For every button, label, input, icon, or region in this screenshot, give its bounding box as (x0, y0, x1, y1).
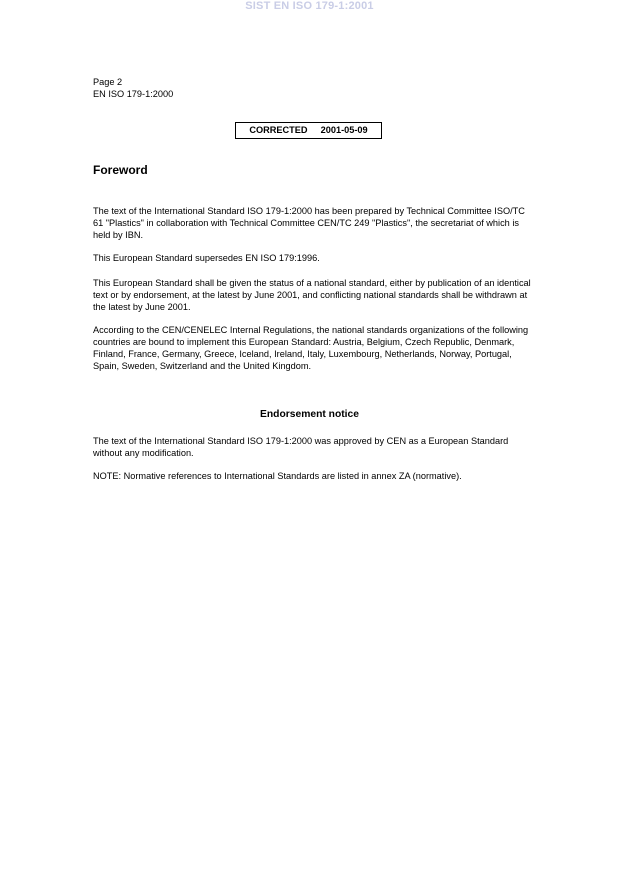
foreword-heading: Foreword (93, 163, 148, 177)
corrected-stamp: CORRECTED 2001-05-09 (235, 122, 382, 139)
foreword-paragraph-3: This European Standard shall be given the status of a national standard, either by publication of an identical text or by endorsement, at the latest by June 2001, and conflicting national standards shall be withdrawn at the latest by June 2001. (93, 278, 531, 312)
page-number: Page 2 (93, 77, 123, 87)
foreword-paragraph-4: According to the CEN/CENELEC Internal Regulations, the national standards organizations of the following countries are bound to implement this European Standard: Austria, Belgium, Czech Republic, Denmark, Finland, France, Germany, Greece, Iceland, Ireland, Italy, Luxembourg, Netherlands, Norway, Portugal, Spain, Sweden, Switzerland and the United Kingdom. (93, 325, 529, 371)
standard-reference: EN ISO 179-1:2000 (93, 89, 174, 99)
endorsement-note: NOTE: Normative references to International Standards are listed in annex ZA (normative). (93, 471, 462, 481)
watermark: SIST EN ISO 179-1:2001 (245, 0, 374, 12)
endorsement-paragraph-1: The text of the International Standard ISO 179-1:2000 was approved by CEN as a European Standard without any modification. (93, 436, 509, 458)
foreword-paragraph-1: The text of the International Standard ISO 179-1:2000 has been prepared by Technical Committee ISO/TC 61 "Plastics" in collaboration with Technical Committee CEN/TC 249 "Plastics", the secretariat of which is held by IBN. (93, 206, 525, 240)
endorsement-heading: Endorsement notice (260, 409, 359, 420)
foreword-paragraph-2: This European Standard supersedes EN ISO 179:1996. (93, 253, 320, 263)
page-header (93, 76, 173, 100)
